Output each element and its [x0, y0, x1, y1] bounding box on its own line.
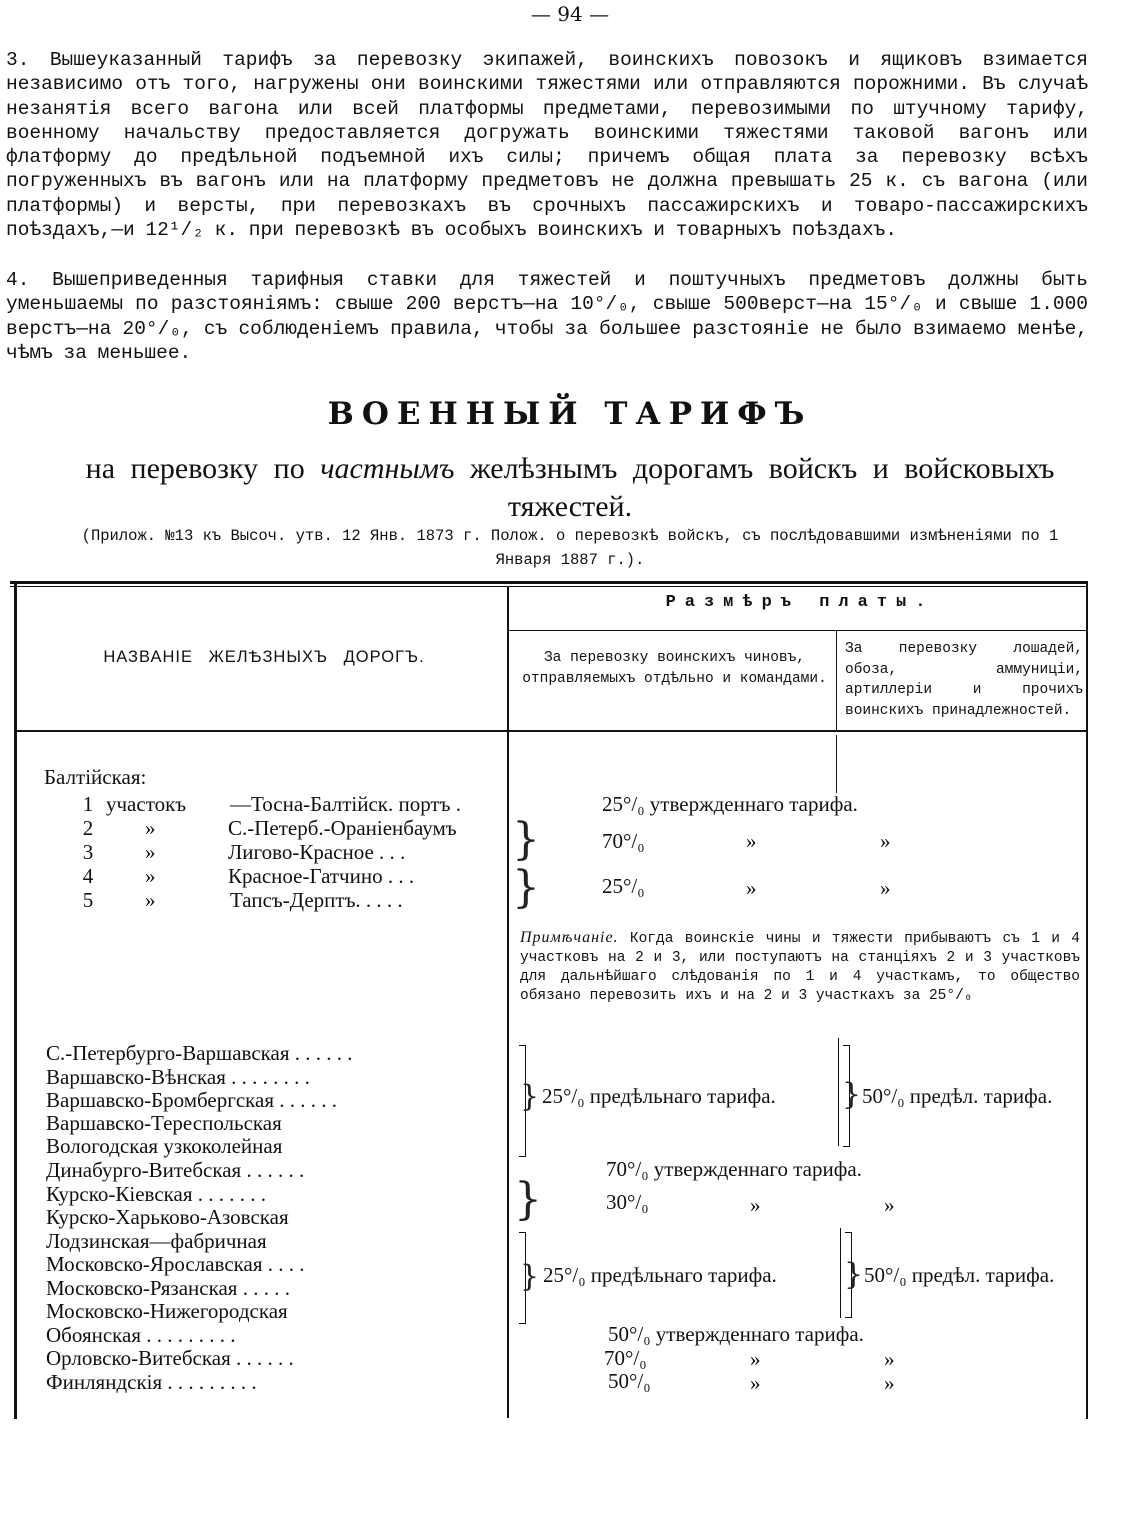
- table-subcol-divider: [836, 630, 837, 730]
- subheader-troops: За перевозку воинскихъ чиновъ, отправляемыхъ отдѣльно и командами.: [522, 650, 827, 687]
- group2-left-value: 25°/₀ предѣльнаго тарифа.: [543, 1263, 777, 1287]
- road-name: Динабурго-Витебская . . . . . .: [46, 1158, 305, 1182]
- ditto-mark: »: [746, 876, 757, 900]
- section-number: 4: [82, 864, 94, 888]
- table-left-border: [14, 583, 17, 1419]
- note-label: Примѣчаніе.: [520, 929, 619, 946]
- table-right-border: [1086, 583, 1088, 1419]
- brace-icon: }: [842, 1077, 862, 1112]
- section-route: Лигово-Красное . . .: [228, 840, 406, 864]
- road-name: С.-Петербурго-Варшавская . . . . . .: [46, 1041, 353, 1065]
- kursk-pct: 30°/₀: [606, 1190, 649, 1214]
- column-header-payment: Размѣръ платы.: [665, 593, 935, 612]
- section-number: 1: [82, 792, 94, 816]
- group2-right-value: 50°/₀ предѣл. тарифа.: [864, 1263, 1055, 1287]
- road-name: Варшавско-Вѣнская . . . . . . . .: [46, 1065, 310, 1089]
- oboyan-value: 50°/₀ утвержденнаго тарифа.: [608, 1322, 864, 1346]
- group1-right-value: 50°/₀ предѣл. тарифа.: [862, 1084, 1053, 1108]
- road-name: Московско-Ярославская . . . .: [46, 1252, 305, 1276]
- table-note: [520, 928, 1080, 1006]
- group2-divider: [840, 1228, 841, 1318]
- ditto-mark: »: [880, 876, 891, 900]
- section-route: —Тосна-Балтійск. портъ .: [230, 792, 461, 816]
- table-top-border: [10, 581, 1088, 584]
- road-name: Варшавско-Бромбергская . . . . . .: [46, 1088, 338, 1112]
- ditto-mark: »: [884, 1371, 895, 1395]
- orel-pct: 70°/₀: [604, 1346, 647, 1370]
- section-route: С.-Петерб.-Ораніенбаумъ: [228, 816, 457, 840]
- road-name: Московско-Рязанская . . . . .: [46, 1276, 290, 1300]
- section-mark: »: [145, 840, 156, 864]
- baltic-s23-pct: 70°/₀: [602, 829, 645, 853]
- baltic-title: Балтійская:: [44, 765, 147, 789]
- finland-pct: 50°/₀: [608, 1369, 651, 1393]
- section-mark: »: [145, 888, 156, 912]
- paragraph-3: 3. Вышеуказанный тарифъ за перевозку экипажей, воинскихъ повозокъ и ящиковъ взимается независимо отъ того, нагружены они воинскими тяжестями или отправляются порожними. Въ случаѣ незанятія всего вагона или всей платформы предметами, перевозимыми по штучному тарифу, военному начальству предоставляется догружать воинскими тяжестями таковой вагонъ или флатформу до предѣльной подъемной ихъ силы; причемъ общая плата за перевозку всѣхъ погруженныхъ въ вагонъ или на платформу предметовъ не должна превышать 25 к. съ вагона (или платформы) и версты, при перевозкахъ въ срочныхъ пассажирскихъ и товаро-пассажирскихъ поѣздахъ,—и 12¹/₂ к. при перевозкѣ въ особыхъ воинскихъ и товарныхъ поѣздахъ.: [6, 49, 1088, 242]
- note-text: Когда воинскіе чины и тяжести прибываютъ съ 1 и 4 участковъ на 2 и 3, или поступаютъ на станціяхъ 2 и 3 участковъ для дальнѣйшаго слѣдованія по 1 и 4 участкамъ, то общество обязано перевозить ихъ и на 2 и 3 участкахъ за 25°/₀: [520, 931, 1080, 1004]
- road-name: Орловско-Витебская . . . . . .: [46, 1346, 294, 1370]
- ditto-mark: »: [746, 829, 757, 853]
- brace-icon: }: [512, 814, 540, 865]
- road-name: Финляндскія . . . . . . . . .: [46, 1370, 257, 1394]
- table-header-bottom: [14, 730, 1088, 732]
- dinaburg-value: 70°/₀ утвержденнаго тарифа.: [606, 1157, 862, 1181]
- brace-icon: }: [512, 862, 540, 913]
- ditto-mark: »: [750, 1193, 761, 1217]
- road-name: Курско-Харьково-Азовская: [46, 1205, 289, 1229]
- table-subcol-divider-body: [836, 735, 837, 793]
- section-route: Красное-Гатчино . . .: [228, 864, 415, 888]
- group1-divider: [838, 1038, 839, 1146]
- brace-icon: }: [844, 1257, 864, 1292]
- ditto-mark: »: [880, 829, 891, 853]
- road-name: Варшавско-Тереспольская: [46, 1111, 282, 1135]
- road-name: Вологодская узкоколейная: [46, 1134, 283, 1158]
- ditto-mark: »: [750, 1347, 761, 1371]
- ditto-mark: »: [884, 1347, 895, 1371]
- road-name: Лодзинская—фабричная: [46, 1229, 267, 1253]
- baltic-s45-pct: 25°/₀: [602, 874, 645, 898]
- brace-icon: }: [520, 1079, 540, 1114]
- legal-reference: (Прилож. №13 къ Высоч. утв. 12 Янв. 1873 г. Полож. о перевозкѣ войскъ, съ послѣдовавшими измѣненіями по 1 Января 1887 г.).: [81, 527, 1059, 569]
- section-route: Тапсъ-Дерптъ. . . . .: [230, 888, 403, 912]
- subheader-horses: За перевозку лошадей, обоза, аммуниціи, артиллеріи и прочихъ воинскихъ принадлежностей.: [845, 641, 1083, 719]
- table-subheader-line: [509, 630, 1087, 631]
- road-name: Курско-Кіевская . . . . . . .: [46, 1182, 267, 1206]
- section-number: 5: [82, 888, 94, 912]
- group1-left-value: 25°/₀ предѣльнаго тарифа.: [542, 1084, 776, 1108]
- paragraph-4: 4. Вышеприведенныя тарифныя ставки для тяжестей и поштучныхъ предметовъ должны быть уменьшаемы по разстояніямъ: свыше 200 верстъ—на 10°/₀, свыше 500верст—на 15°/₀ и свыше 1.000 верстъ—на 20°/₀, съ соблюденіемъ правила, чтобы за большее разстояніе не было взимаемо менѣе, чѣмъ за меньшее.: [6, 269, 1088, 364]
- ditto-mark: »: [750, 1371, 761, 1395]
- road-name: Обоянская . . . . . . . . .: [46, 1323, 236, 1347]
- document-subtitle: на перевозку по частнымъ желѣзнымъ дорогамъ войскъ и войсковыхъ тяжестей.: [85, 452, 1055, 523]
- section-number: 3: [82, 840, 94, 864]
- document-title: ВОЕННЫЙ ТАРИФЪ: [327, 396, 813, 432]
- baltic-s1-value: 25°/₀ утвержденнаго тарифа.: [602, 792, 858, 816]
- section-number: 2: [82, 816, 94, 840]
- road-name: Московско-Нижегородская: [46, 1299, 288, 1323]
- section-mark: »: [145, 864, 156, 888]
- page-number: — 94 —: [530, 2, 610, 26]
- brace-icon: }: [514, 1174, 542, 1225]
- section-mark: участокъ: [106, 792, 187, 816]
- ditto-mark: »: [884, 1193, 895, 1217]
- brace-icon: }: [520, 1259, 540, 1294]
- column-header-names: НАЗВАНІЕ ЖЕЛѢЗНЫХЪ ДОРОГЪ.: [103, 648, 425, 666]
- section-mark: »: [145, 816, 156, 840]
